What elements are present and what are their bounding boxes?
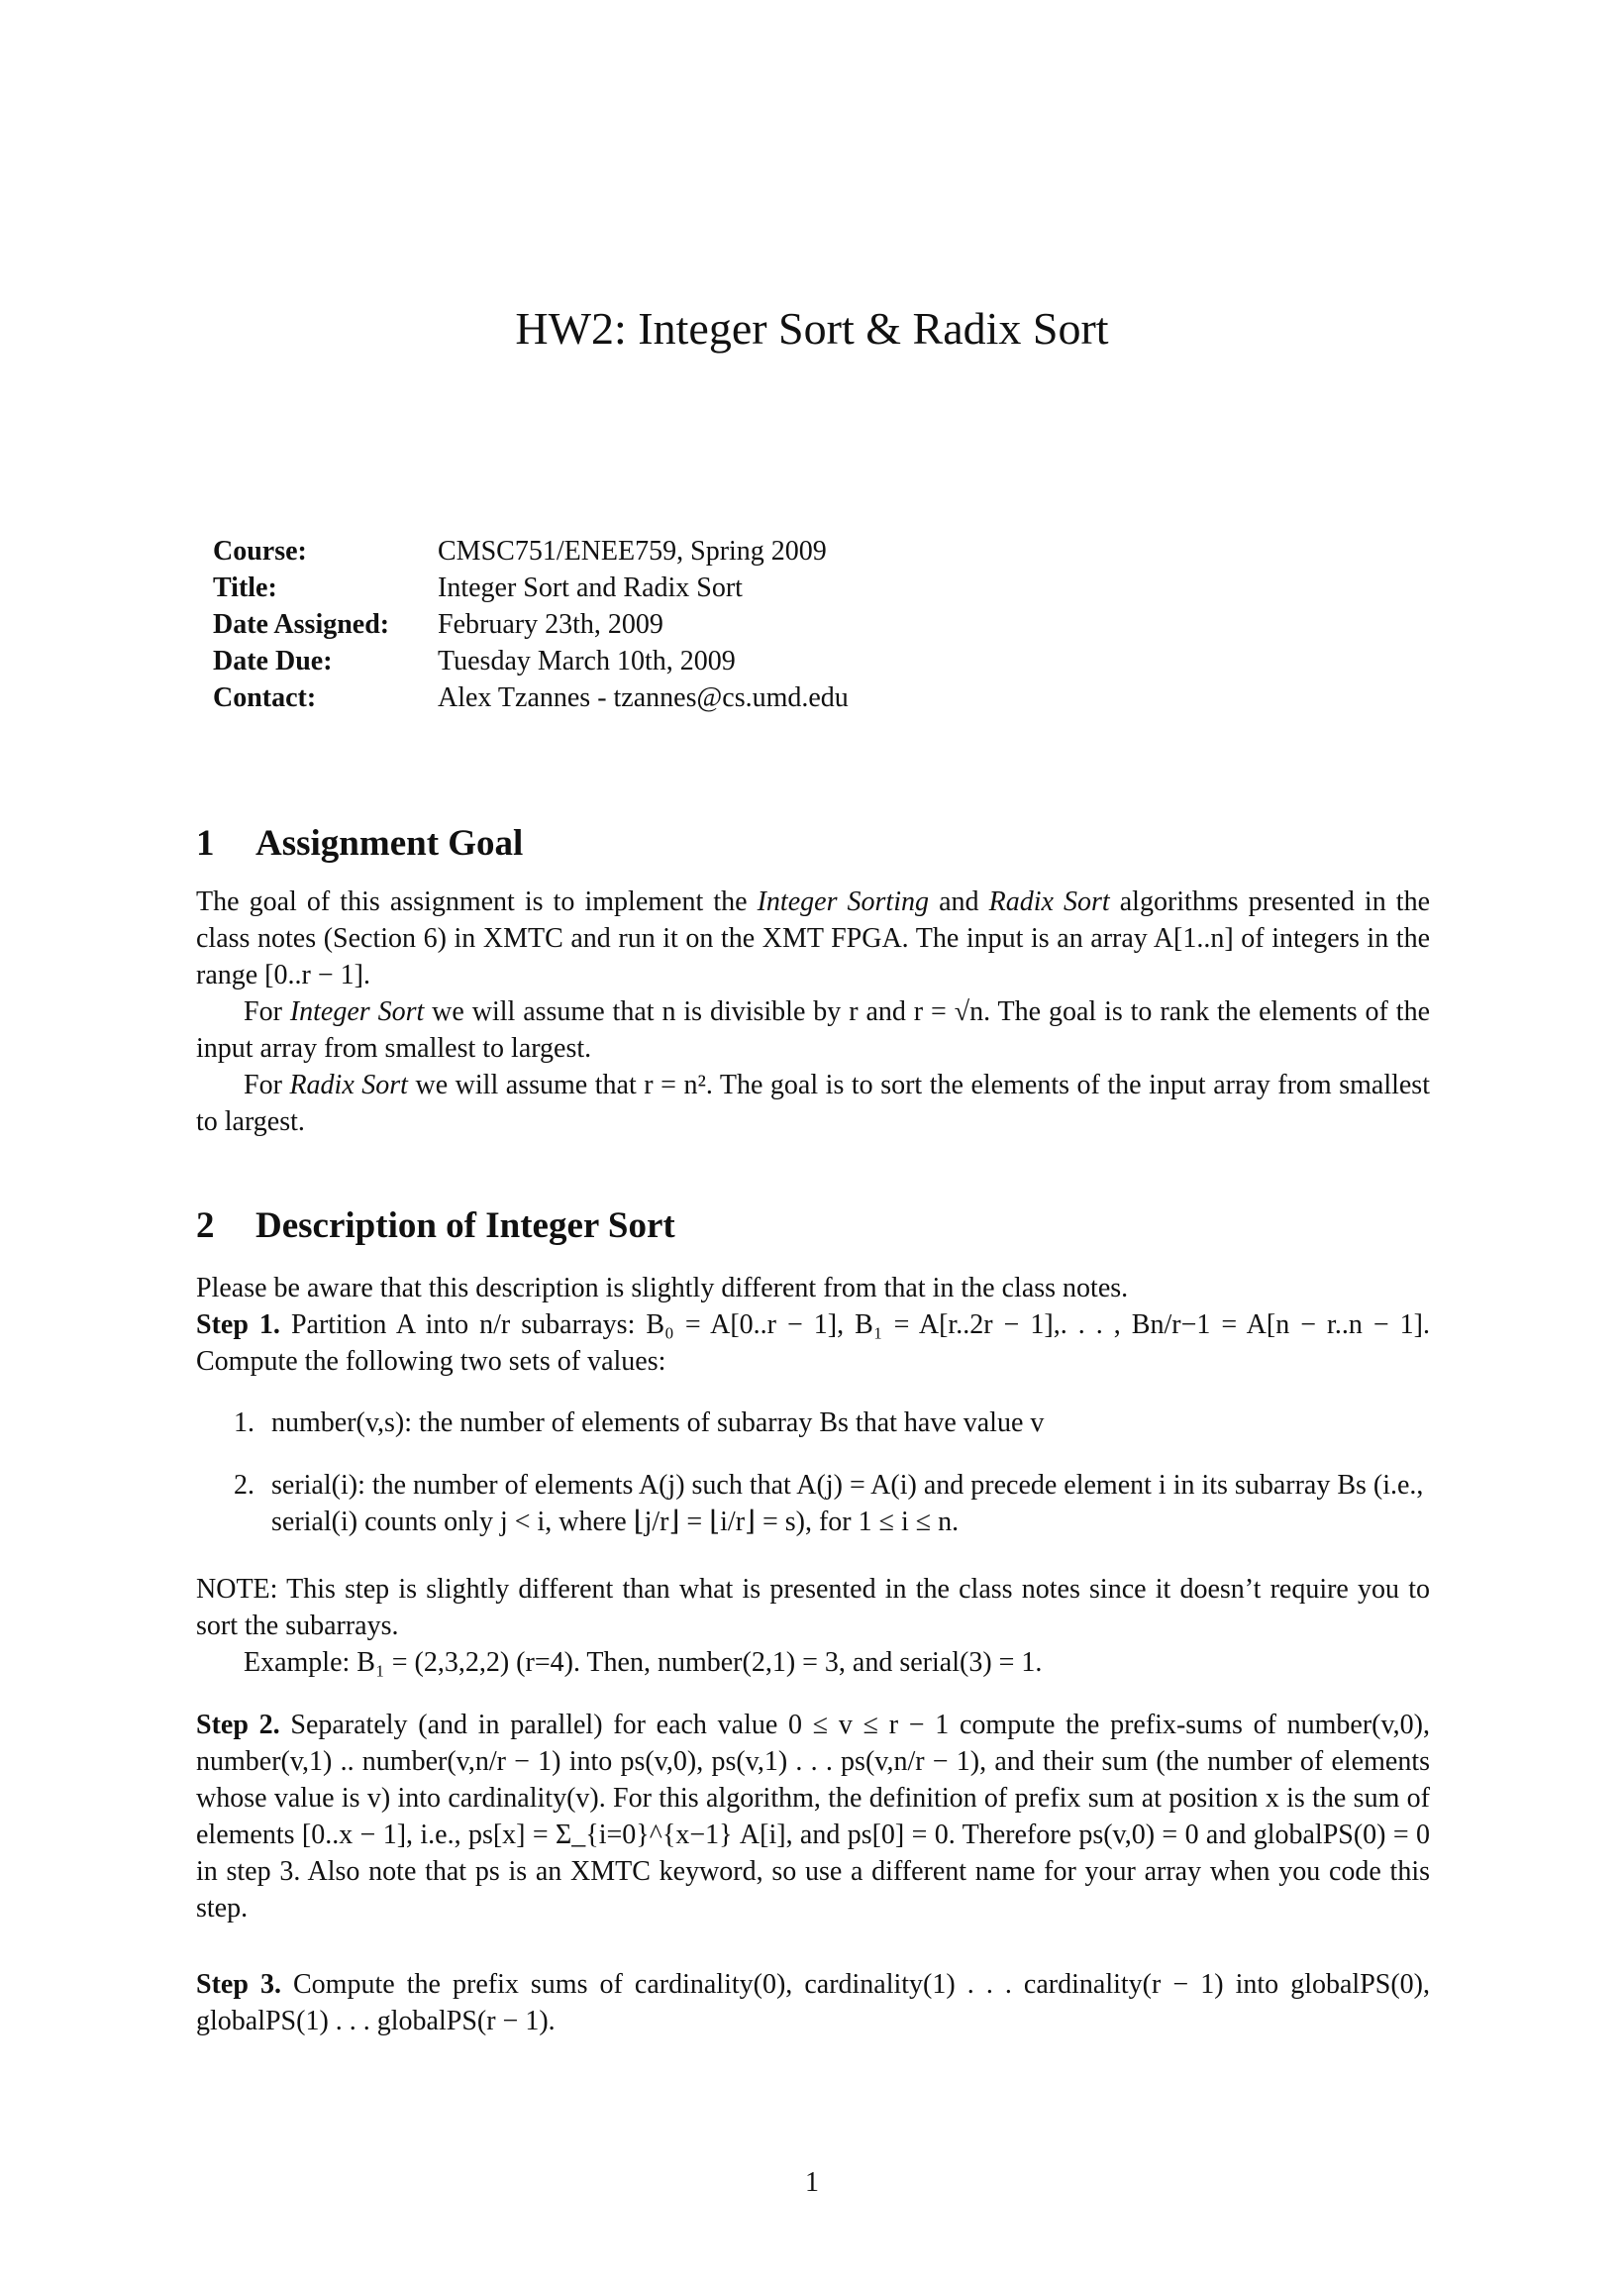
emphasis-radix-sort: Radix Sort [988, 886, 1110, 917]
goal-paragraph-1 [196, 884, 1430, 993]
step3-text: Compute the prefix sums of cardinality(0), cardinality(1) . . . cardinality(r − 1) into globalPS(0), globalPS(1) . . . globalPS(r − 1). [196, 1969, 1430, 2036]
list-item-text: serial(i): the number of elements A(j) such that A(j) = A(i) and precede element i in its subarray Bs (i.e., serial(i) counts only j < i, where ⌊j/r⌋ = ⌊i/r⌋ = s), for 1 ≤ i ≤ n. [271, 1470, 1424, 1537]
info-value: Tuesday March 10th, 2009 [438, 646, 736, 676]
emphasis-integer-sort: Integer Sort [289, 996, 425, 1027]
section-number: 1 [196, 823, 215, 864]
note-paragraph: NOTE: This step is slightly different than what is presented in the class notes since it doesn’t require you to sort the subarrays. [196, 1574, 1430, 1641]
info-key: Title: [213, 572, 277, 603]
step1-value-list [234, 1404, 1430, 1566]
assignment-info-table [213, 533, 849, 716]
note-block [196, 1571, 1430, 1681]
step3-label: Step 3. [196, 1969, 281, 2000]
step1-label: Step 1. [196, 1309, 280, 1340]
step3-block [196, 1966, 1430, 2039]
step2-paragraph [196, 1707, 1430, 1926]
emphasis-radix-sort: Radix Sort [289, 1070, 408, 1100]
info-row-date-assigned [213, 606, 849, 643]
text-run: For [244, 1070, 290, 1100]
step3-paragraph [196, 1966, 1430, 2039]
list-item-number: 2. [234, 1470, 254, 1501]
info-row-date-due [213, 643, 849, 679]
info-value: Alex Tzannes - tzannes@cs.umd.edu [438, 682, 849, 713]
example-paragraph: Example: B₁ = (2,3,2,2) (r=4). Then, number(2,1) = 3, and serial(3) = 1. [244, 1647, 1043, 1678]
info-value: Integer Sort and Radix Sort [438, 572, 743, 603]
intro-paragraph: Please be aware that this description is slightly different from that in the class notes. [196, 1273, 1129, 1303]
text-run: The goal of this assignment is to implement the [196, 886, 758, 917]
text-run: we will assume that n is divisible by r and r = √n. The goal is to rank the elements of the input array from smallest to largest. [196, 996, 1430, 1064]
step2-label: Step 2. [196, 1710, 280, 1740]
section-title: Description of Integer Sort [255, 1205, 675, 1246]
step1-paragraph [196, 1306, 1430, 1380]
list-item-number: 1. [234, 1407, 254, 1438]
text-run: For [244, 996, 290, 1027]
text-run: algorithms presented in the class notes (Section 6) in XMTC and run it on the XMT FPGA. The input is an array A[1..n] of integers in the range [0..r − 1]. [196, 886, 1430, 990]
info-key: Date Assigned: [213, 609, 390, 640]
info-value: CMSC751/ENEE759, Spring 2009 [438, 536, 827, 567]
text-run: we will assume that r = n². The goal is to sort the elements of the input array from smallest to largest. [196, 1070, 1430, 1137]
list-item [234, 1467, 1430, 1540]
page-number: 1 [805, 2167, 819, 2198]
text-run: and [929, 886, 989, 917]
goal-paragraph-3 [196, 1067, 1430, 1140]
step2-block [196, 1707, 1430, 1926]
step2-text: Separately (and in parallel) for each value 0 ≤ v ≤ r − 1 compute the prefix-sums of number(v,0), number(v,1) .. number(v,n/r − 1) into ps(v,0), ps(v,1) . . . ps(v,n/r − 1), and their sum (the number of elements whose value is v) into cardinality(v). For this algorithm, the definition of prefix sum at position x is the sum of elements [0..x − 1], i.e., ps[x] = Σ_{i=0}^{x−1} A[i], and ps[0] = 0. Therefore ps(v,0) = 0 and globalPS(0) = 0 in step 3. Also note that ps is an XMTC keyword, so use a different name for your array when you code this step. [196, 1710, 1430, 1924]
goal-paragraph-2 [196, 993, 1430, 1067]
section-heading-assignment-goal [196, 822, 523, 865]
list-item-text: number(v,s): the number of elements of subarray Bs that have value v [271, 1407, 1045, 1438]
assignment-goal-text [196, 884, 1430, 1140]
emphasis-integer-sorting: Integer Sorting [757, 886, 929, 917]
info-row-contact [213, 679, 849, 716]
info-row-title [213, 570, 849, 606]
step1-text: Partition A into n/r subarrays: B₀ = A[0..r − 1], B₁ = A[r..2r − 1],. . . , Bn/r−1 = A[n − r..n − 1]. Compute the following two sets of values: [196, 1309, 1430, 1377]
description-intro-text [196, 1270, 1430, 1380]
section-heading-description [196, 1204, 675, 1247]
info-key: Course: [213, 536, 307, 567]
list-item [234, 1404, 1430, 1441]
info-value: February 23th, 2009 [438, 609, 663, 640]
info-row-course [213, 533, 849, 570]
section-number: 2 [196, 1205, 215, 1246]
section-title: Assignment Goal [255, 823, 524, 864]
info-key: Date Due: [213, 646, 333, 676]
document-title: HW2: Integer Sort & Radix Sort [515, 303, 1109, 354]
info-key: Contact: [213, 682, 317, 713]
